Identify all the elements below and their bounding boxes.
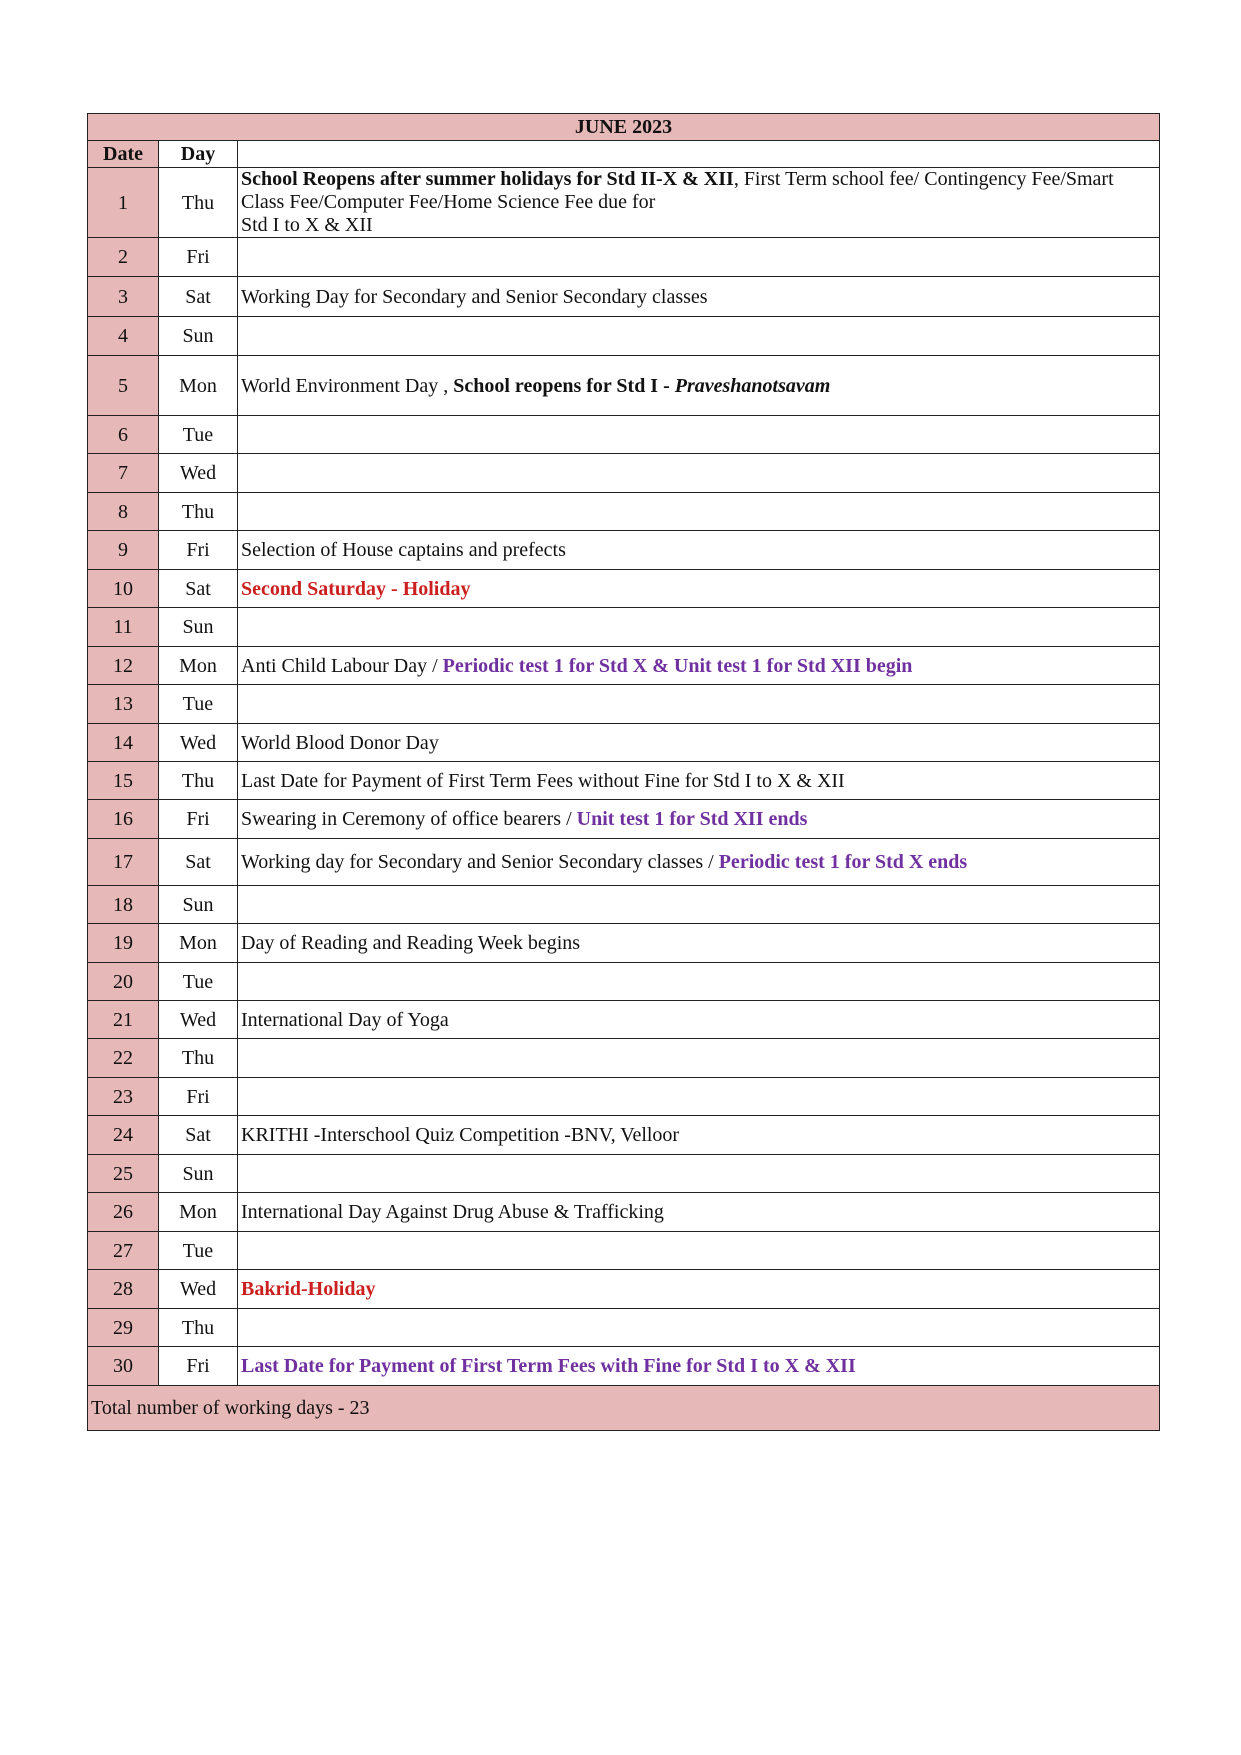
event-cell xyxy=(238,1039,1160,1078)
event-column-header xyxy=(238,141,1160,168)
calendar-row xyxy=(88,531,1160,570)
date-cell: 10 xyxy=(88,570,159,608)
date-cell: 18 xyxy=(88,886,159,924)
calendar-row xyxy=(88,1309,1160,1347)
day-cell: Thu xyxy=(159,1309,238,1347)
event-text: School reopens for Std I - xyxy=(453,374,675,397)
date-cell: 17 xyxy=(88,839,159,886)
event-text: World Blood Donor Day xyxy=(241,731,439,754)
day-cell: Sun xyxy=(159,608,238,647)
calendar-row xyxy=(88,1155,1160,1193)
calendar-row xyxy=(88,454,1160,493)
event-text: Periodic test 1 for Std X ends xyxy=(718,851,968,873)
day-cell: Tue xyxy=(159,1232,238,1270)
event-text: Std I to X & XII xyxy=(241,214,373,236)
event-cell xyxy=(238,886,1160,924)
day-cell: Tue xyxy=(159,685,238,724)
day-cell: Thu xyxy=(159,1039,238,1078)
event-cell xyxy=(238,531,1160,570)
title-row xyxy=(88,114,1160,141)
calendar-row xyxy=(88,647,1160,685)
date-cell: 14 xyxy=(88,724,159,762)
day-cell: Fri xyxy=(159,238,238,277)
event-cell xyxy=(238,1001,1160,1039)
calendar-row xyxy=(88,924,1160,963)
event-text: Periodic test 1 for Std X & Unit test 1 for Std XII begin xyxy=(442,654,913,677)
day-cell: Mon xyxy=(159,356,238,416)
day-cell: Fri xyxy=(159,531,238,570)
calendar-row xyxy=(88,493,1160,531)
calendar-title: JUNE 2023 xyxy=(88,114,1160,141)
calendar-row xyxy=(88,1193,1160,1232)
day-cell: Sun xyxy=(159,886,238,924)
day-cell: Sun xyxy=(159,317,238,356)
day-cell: Fri xyxy=(159,1078,238,1116)
calendar-row xyxy=(88,1001,1160,1039)
date-cell: 3 xyxy=(88,277,159,317)
date-cell: 12 xyxy=(88,647,159,685)
event-text: Selection of House captains and prefects xyxy=(241,539,566,561)
event-text: Second Saturday - Holiday xyxy=(241,577,471,600)
day-cell: Sat xyxy=(159,839,238,886)
event-cell xyxy=(238,1232,1160,1270)
event-cell xyxy=(238,1078,1160,1116)
event-text: International Day of Yoga xyxy=(241,1008,449,1031)
day-cell: Wed xyxy=(159,1001,238,1039)
calendar-row xyxy=(88,963,1160,1001)
calendar-row xyxy=(88,685,1160,724)
event-text: School Reopens after summer holidays for Std II-X & XII xyxy=(241,168,734,190)
date-cell: 15 xyxy=(88,762,159,800)
calendar-row xyxy=(88,570,1160,608)
event-cell xyxy=(238,1347,1160,1386)
date-cell: 21 xyxy=(88,1001,159,1039)
event-text: KRITHI -Interschool Quiz Competition -BNV, Velloor xyxy=(241,1124,680,1146)
event-cell xyxy=(238,924,1160,963)
date-cell: 27 xyxy=(88,1232,159,1270)
date-cell: 23 xyxy=(88,1078,159,1116)
date-cell: 26 xyxy=(88,1193,159,1232)
day-cell: Wed xyxy=(159,1270,238,1309)
calendar-row xyxy=(88,416,1160,454)
calendar-row xyxy=(88,238,1160,277)
event-text: Last Date for Payment of First Term Fees without Fine for Std I to X & XII xyxy=(241,769,845,792)
date-cell: 29 xyxy=(88,1309,159,1347)
date-cell: 8 xyxy=(88,493,159,531)
event-cell xyxy=(238,1193,1160,1232)
date-cell: 2 xyxy=(88,238,159,277)
event-cell xyxy=(238,168,1160,238)
calendar-row xyxy=(88,168,1160,238)
event-text: International Day Against Drug Abuse & Trafficking xyxy=(241,1201,664,1223)
event-cell xyxy=(238,724,1160,762)
event-cell xyxy=(238,238,1160,277)
day-cell: Thu xyxy=(159,168,238,238)
date-cell: 4 xyxy=(88,317,159,356)
event-text: Swearing in Ceremony of office bearers / xyxy=(241,808,577,830)
date-cell: 9 xyxy=(88,531,159,570)
event-cell xyxy=(238,963,1160,1001)
calendar-row xyxy=(88,1078,1160,1116)
day-cell: Mon xyxy=(159,647,238,685)
date-cell: 7 xyxy=(88,454,159,493)
calendar-row xyxy=(88,886,1160,924)
day-cell: Tue xyxy=(159,963,238,1001)
event-text: Last Date for Payment of First Term Fees with Fine for Std I to X & XII xyxy=(241,1355,856,1377)
event-cell xyxy=(238,762,1160,800)
date-cell: 24 xyxy=(88,1116,159,1155)
event-cell xyxy=(238,800,1160,839)
day-cell: Wed xyxy=(159,724,238,762)
day-cell: Sat xyxy=(159,277,238,317)
calendar-row xyxy=(88,762,1160,800)
day-cell: Fri xyxy=(159,800,238,839)
date-cell: 6 xyxy=(88,416,159,454)
event-cell xyxy=(238,685,1160,724)
day-column-header: Day xyxy=(159,141,238,168)
event-cell xyxy=(238,608,1160,647)
date-cell: 16 xyxy=(88,800,159,839)
event-cell xyxy=(238,1155,1160,1193)
day-cell: Sat xyxy=(159,1116,238,1155)
date-cell: 20 xyxy=(88,963,159,1001)
day-cell: Tue xyxy=(159,416,238,454)
date-cell: 11 xyxy=(88,608,159,647)
date-cell: 5 xyxy=(88,356,159,416)
event-text: Day of Reading and Reading Week begins xyxy=(241,932,581,954)
calendar-body xyxy=(88,114,1160,1431)
day-cell: Thu xyxy=(159,762,238,800)
event-cell xyxy=(238,1116,1160,1155)
event-cell xyxy=(238,416,1160,454)
calendar-row xyxy=(88,1116,1160,1155)
calendar-row xyxy=(88,800,1160,839)
date-cell: 13 xyxy=(88,685,159,724)
date-cell: 22 xyxy=(88,1039,159,1078)
event-text: Working Day for Secondary and Senior Secondary classes xyxy=(241,285,708,308)
footer-row xyxy=(88,1386,1160,1431)
event-cell xyxy=(238,839,1160,886)
event-text: Unit test 1 for Std XII ends xyxy=(576,808,808,830)
event-text: Working day for Secondary and Senior Secondary classes / xyxy=(241,851,719,873)
calendar-row xyxy=(88,1270,1160,1309)
event-cell xyxy=(238,277,1160,317)
calendar-row xyxy=(88,317,1160,356)
calendar-row xyxy=(88,1347,1160,1386)
event-cell xyxy=(238,570,1160,608)
header-row xyxy=(88,141,1160,168)
event-text: , First Term school fee/ Contingency Fee/Smart Class Fee/Computer Fee/Home Science Fee due for xyxy=(241,168,1114,213)
june-calendar-table xyxy=(87,113,1160,1431)
calendar-row xyxy=(88,839,1160,886)
event-text: Anti Child Labour Day / xyxy=(241,654,443,677)
day-cell: Mon xyxy=(159,924,238,963)
date-cell: 1 xyxy=(88,168,159,238)
date-column-header: Date xyxy=(88,141,159,168)
event-cell xyxy=(238,647,1160,685)
event-text: World Environment Day , xyxy=(241,374,454,397)
date-cell: 30 xyxy=(88,1347,159,1386)
working-days-total: Total number of working days - 23 xyxy=(88,1386,1160,1431)
calendar-row xyxy=(88,1039,1160,1078)
calendar-row xyxy=(88,724,1160,762)
event-cell xyxy=(238,356,1160,416)
event-cell xyxy=(238,1270,1160,1309)
calendar-row xyxy=(88,608,1160,647)
event-cell xyxy=(238,454,1160,493)
calendar-row xyxy=(88,1232,1160,1270)
event-text: Praveshanotsavam xyxy=(674,374,831,397)
event-cell xyxy=(238,1309,1160,1347)
date-cell: 19 xyxy=(88,924,159,963)
day-cell: Wed xyxy=(159,454,238,493)
day-cell: Thu xyxy=(159,493,238,531)
event-cell xyxy=(238,317,1160,356)
day-cell: Fri xyxy=(159,1347,238,1386)
event-text: Bakrid-Holiday xyxy=(241,1278,376,1300)
calendar-row xyxy=(88,277,1160,317)
event-cell xyxy=(238,493,1160,531)
day-cell: Mon xyxy=(159,1193,238,1232)
date-cell: 28 xyxy=(88,1270,159,1309)
day-cell: Sat xyxy=(159,570,238,608)
calendar-row xyxy=(88,356,1160,416)
day-cell: Sun xyxy=(159,1155,238,1193)
date-cell: 25 xyxy=(88,1155,159,1193)
